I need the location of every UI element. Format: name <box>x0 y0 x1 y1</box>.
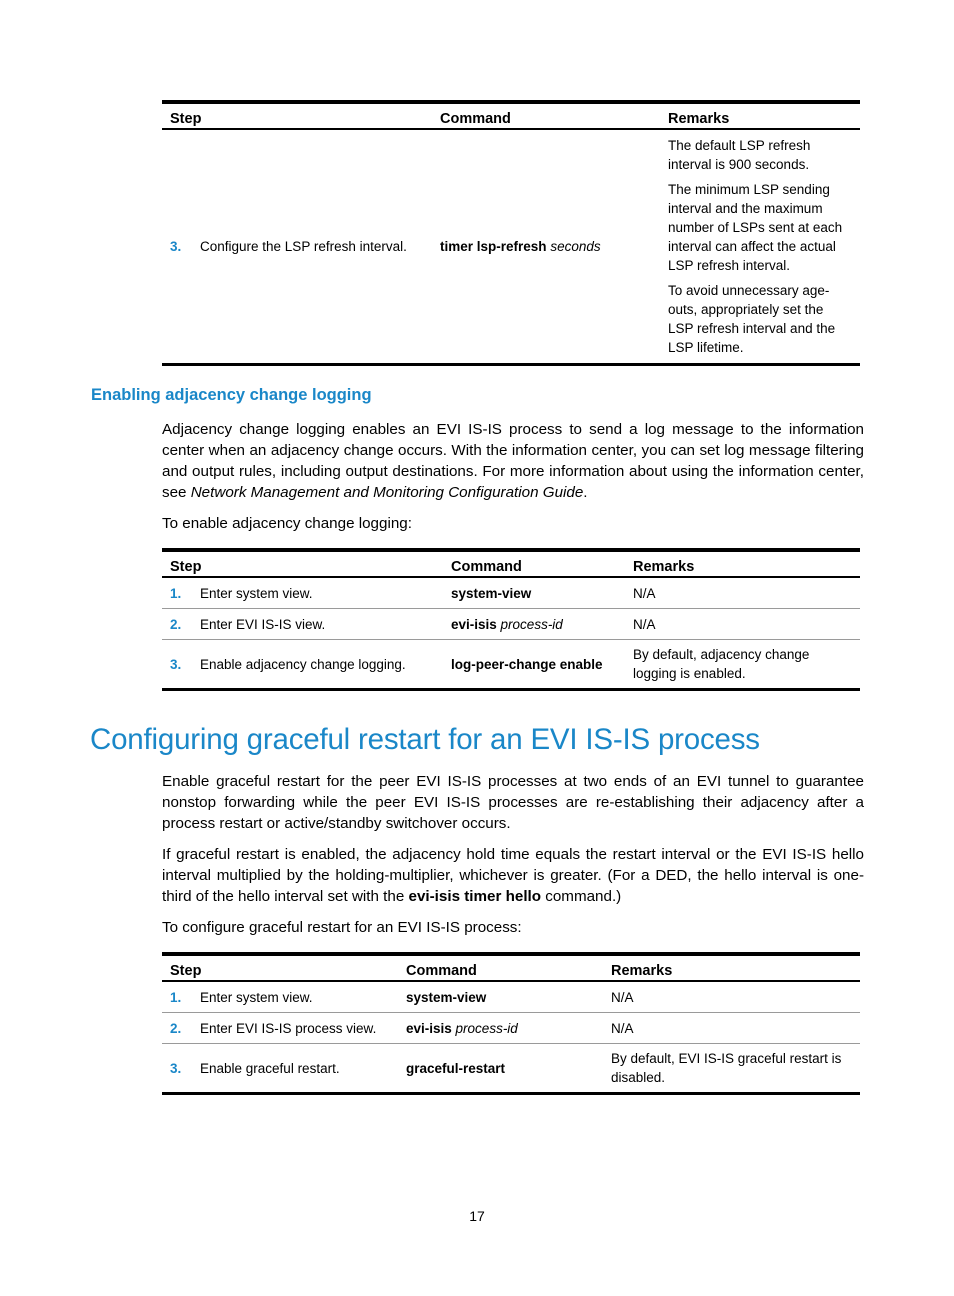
step-cell <box>162 609 443 640</box>
section-heading-graceful-restart: Configuring graceful restart for an EVI IS-IS process <box>90 723 760 756</box>
command-keyword: evi-isis <box>451 616 497 632</box>
step-cell <box>162 981 398 1013</box>
table-row <box>162 981 860 1013</box>
inline-command: evi-isis timer hello <box>408 888 542 905</box>
remarks-cell: N/A <box>603 1013 860 1044</box>
step-cell <box>162 577 443 609</box>
remark-paragraph: The default LSP refresh interval is 900 seconds. <box>668 138 811 172</box>
step-text: Configure the LSP refresh interval. <box>200 239 407 254</box>
table-row <box>162 129 860 365</box>
step-cell <box>162 129 432 365</box>
column-header-command: Command <box>443 550 625 577</box>
remarks-cell <box>660 129 860 365</box>
step-number: 2. <box>170 1020 182 1036</box>
step-number: 3. <box>170 1060 182 1076</box>
step-number: 1. <box>170 585 182 601</box>
step-text: Enable graceful restart. <box>200 1060 340 1076</box>
step-text: Enable adjacency change logging. <box>200 656 406 672</box>
page-number: 17 <box>469 1208 485 1224</box>
step-number: 2. <box>170 616 182 632</box>
column-header-remarks: Remarks <box>603 954 860 981</box>
command-cell <box>398 981 603 1013</box>
command-cell <box>443 640 625 690</box>
table-row <box>162 1044 860 1094</box>
column-header-command: Command <box>398 954 603 981</box>
step-text: Enter EVI IS-IS view. <box>200 616 326 632</box>
remark-paragraph: The minimum LSP sending interval and the maximum number of LSPs sent at each interval can affect the actual LSP refresh interval. <box>668 182 843 273</box>
column-header-command: Command <box>432 102 660 129</box>
command-cell <box>432 129 660 365</box>
remarks-cell: N/A <box>625 609 860 640</box>
graceful-hold-time-note <box>162 844 864 907</box>
graceful-intro: To configure graceful restart for an EVI IS-IS process: <box>162 919 522 936</box>
guide-reference: Network Management and Monitoring Configuration Guide <box>190 484 584 501</box>
adjacency-intro: To enable adjacency change logging: <box>162 515 412 532</box>
step-text: Enter EVI IS-IS process view. <box>200 1020 377 1036</box>
step-cell <box>162 1044 398 1094</box>
command-keyword: graceful-restart <box>406 1060 506 1076</box>
section-heading-adjacency-logging: Enabling adjacency change logging <box>91 386 372 404</box>
column-header-step: Step <box>162 550 443 577</box>
note-text: If graceful restart is enabled, the adjacency hold time equals the restart interval or the EVI IS-IS hello interval multiplied by the holding-multiplier, whichever is greater. (For a DED, the hello interval is one-third of the hello interval set with the <box>162 846 864 905</box>
table-row <box>162 577 860 609</box>
command-cell <box>443 577 625 609</box>
adjacency-logging-table <box>162 548 860 691</box>
graceful-description: Enable graceful restart for the peer EVI IS-IS processes at two ends of an EVI tunnel to guarantee nonstop forwarding while the peer EVI IS-IS processes are re-establishing their adjacency after a process restart or active/standby switchover occurs. <box>162 773 864 832</box>
command-cell <box>443 609 625 640</box>
remarks-cell: N/A <box>625 577 860 609</box>
remarks-cell: By default, EVI IS-IS graceful restart is disabled. <box>603 1044 860 1094</box>
lsp-refresh-table <box>162 100 860 366</box>
step-cell <box>162 1013 398 1044</box>
command-argument: process-id <box>500 616 563 632</box>
period: . <box>583 484 588 501</box>
remarks-cell: By default, adjacency change logging is enabled. <box>625 640 860 690</box>
table-row <box>162 1013 860 1044</box>
column-header-step: Step <box>162 102 432 129</box>
graceful-restart-table <box>162 952 860 1095</box>
column-header-step: Step <box>162 954 398 981</box>
remarks-cell: N/A <box>603 981 860 1013</box>
step-text: Enter system view. <box>200 989 313 1005</box>
command-cell <box>398 1013 603 1044</box>
command-keyword: evi-isis <box>406 1020 452 1036</box>
command-keyword: system-view <box>451 585 532 601</box>
table-row <box>162 609 860 640</box>
column-header-remarks: Remarks <box>625 550 860 577</box>
step-number: 1. <box>170 989 182 1005</box>
command-cell <box>398 1044 603 1094</box>
command-argument: process-id <box>455 1020 518 1036</box>
adjacency-description <box>162 419 864 503</box>
step-number: 3. <box>170 239 182 254</box>
command-keyword: timer lsp-refresh <box>440 239 547 254</box>
command-keyword: system-view <box>406 989 487 1005</box>
command-argument: seconds <box>550 239 601 254</box>
column-header-remarks: Remarks <box>660 102 860 129</box>
note-text-end: command.) <box>541 888 622 905</box>
description-text: Adjacency change logging enables an EVI IS-IS process to send a log message to the information center when an adjacency change occurs. With the information center, you can set log message filtering and output rules, including output destinations. For more information about using the information center, see <box>162 421 864 501</box>
step-text: Enter system view. <box>200 585 313 601</box>
table-row <box>162 640 860 690</box>
step-number: 3. <box>170 656 182 672</box>
command-keyword: log-peer-change enable <box>451 656 603 672</box>
step-cell <box>162 640 443 690</box>
remark-paragraph: To avoid unnecessary age-outs, appropriately set the LSP refresh interval and the LSP lifetime. <box>668 283 836 355</box>
